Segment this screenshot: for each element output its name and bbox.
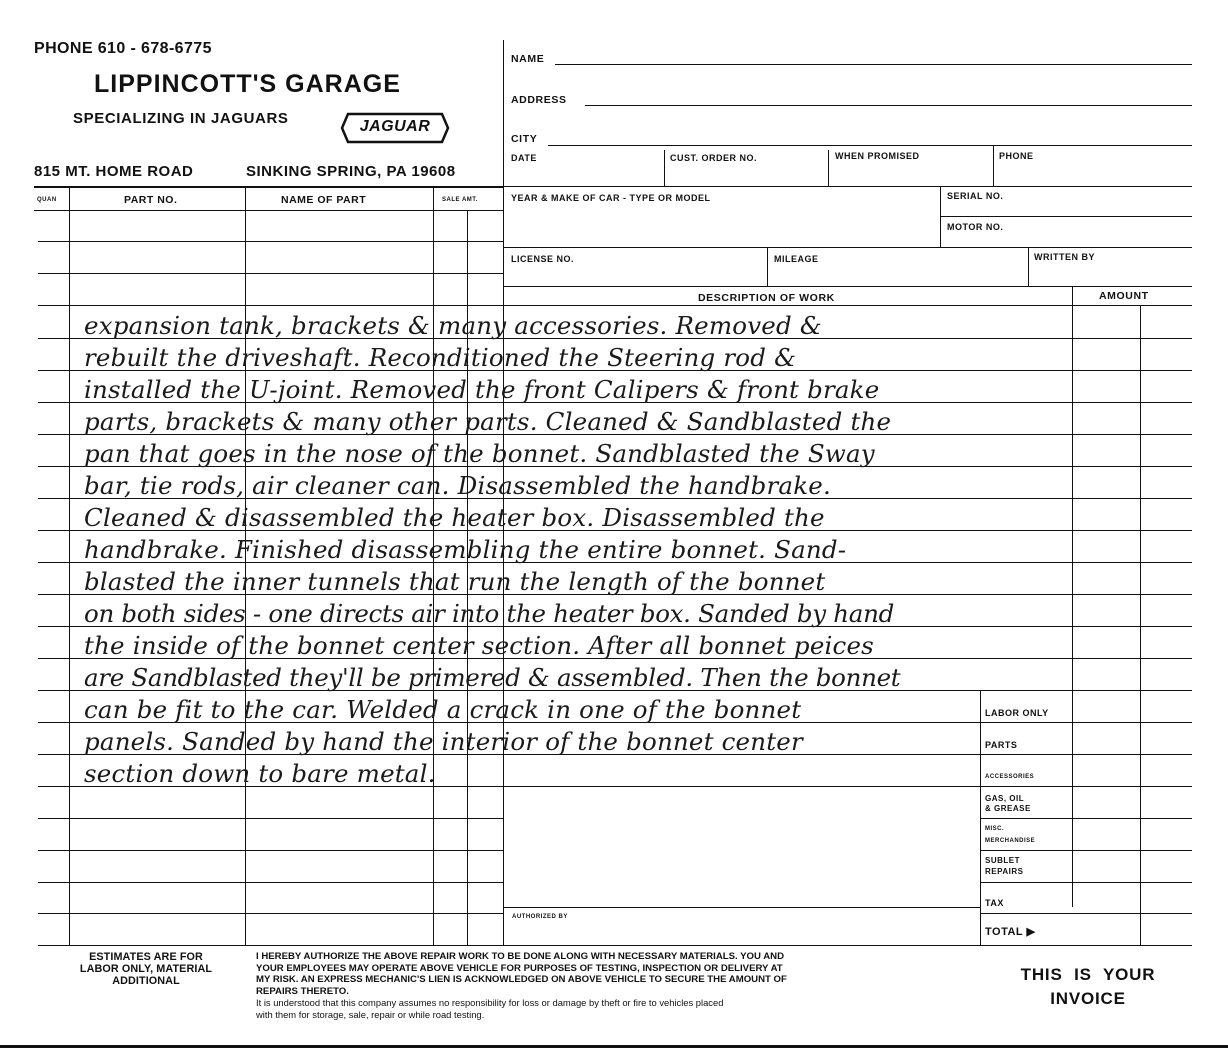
liability-line: It is understood that this company assumes no responsibility for loss or damage by theft or fire to vehicles placed — [256, 997, 724, 1008]
license-no-label: LICENSE NO. — [511, 254, 575, 264]
address-label: ADDRESS — [511, 94, 567, 106]
handwritten-line: installed the U-joint. Removed the front Calipers & front brake — [84, 375, 880, 404]
misc-label: MISC. — [985, 826, 1005, 832]
invoice-line: INVOICE — [1050, 989, 1126, 1008]
grease-label: & GREASE — [985, 804, 1031, 813]
date-label: DATE — [511, 153, 537, 163]
specializing-text: SPECIALIZING IN JAGUARS — [73, 110, 289, 127]
handwritten-line: are Sandblasted they'll be primered & assembled. Then the bonnet — [84, 663, 901, 692]
estimates-notice — [40, 951, 252, 987]
city-label: CITY — [511, 133, 538, 145]
when-promised-label: WHEN PROMISED — [835, 151, 920, 161]
address-field[interactable] — [585, 105, 1192, 106]
liability-line: with them for storage, sale, repair or while road testing. — [256, 1008, 485, 1020]
cust-order-label: CUST. ORDER NO. — [670, 153, 758, 163]
name-field[interactable] — [555, 64, 1192, 65]
invoice-notice — [1000, 963, 1176, 1011]
handwritten-line: section down to bare metal. — [84, 759, 436, 788]
parts-label: PARTS — [985, 740, 1018, 750]
gas-oil-label: GAS, OIL — [985, 794, 1025, 803]
handwritten-line: handbrake. Finished disassembling the entire bonnet. Sand- — [84, 535, 847, 564]
accessories-label: ACCESSORIES — [985, 774, 1035, 780]
jaguar-logo-text: JAGUAR — [359, 118, 431, 135]
city-field[interactable] — [548, 145, 1192, 146]
handwritten-line: bar, tie rods, air cleaner can. Disassembled the handbrake. — [84, 471, 831, 500]
handwritten-line: can be fit to the car. Welded a crack in one of the bonnet — [84, 695, 802, 724]
part-no-header: PART NO. — [124, 194, 178, 206]
street-address: 815 MT. HOME ROAD — [34, 163, 194, 180]
name-label: NAME — [511, 53, 545, 65]
motor-no-label: MOTOR NO. — [947, 222, 1004, 232]
handwritten-line: on both sides - one directs air into the heater box. Sanded by hand — [84, 599, 894, 628]
authorization-line: I HEREBY AUTHORIZE THE ABOVE REPAIR WORK TO BE DONE ALONG WITH NECESSARY MATERIALS. YOU AND — [256, 951, 785, 962]
amount-column-left — [1072, 287, 1073, 907]
amount-header: AMOUNT — [1099, 290, 1149, 302]
sublet-label: SUBLET — [985, 856, 1020, 865]
year-make-label: YEAR & MAKE OF CAR - TYPE OR MODEL — [511, 193, 711, 203]
handwritten-line: the inside of the bonnet center section. After all bonnet peices — [84, 631, 874, 660]
serial-no-label: SERIAL NO. — [947, 191, 1004, 201]
quan-header: QUAN — [37, 197, 57, 203]
written-by-label: WRITTEN BY — [1034, 252, 1095, 262]
name-column-line — [433, 187, 434, 945]
merchandise-label: MERCHANDISE — [985, 838, 1036, 844]
handwritten-line: parts, brackets & many other parts. Cleaned & Sandblasted the — [84, 407, 892, 436]
repairs-label: REPAIRS — [985, 867, 1024, 876]
authorization-line: YOUR EMPLOYEES MAY OPERATE ABOVE VEHICLE FOR PURPOSES OF TESTING, INSPECTION OR DELIVERY AT — [256, 962, 783, 974]
handwritten-line: expansion tank, brackets & many accessories. Removed & — [84, 311, 822, 340]
labor-only-label: LABOR ONLY — [985, 708, 1049, 718]
phone-number: PHONE 610 - 678-6775 — [34, 40, 212, 57]
handwritten-line: pan that goes in the nose of the bonnet. Sandblasted the Sway — [84, 439, 875, 468]
name-of-part-header: NAME OF PART — [281, 194, 367, 206]
garage-name: LIPPINCOTT'S GARAGE — [94, 70, 401, 98]
jaguar-logo — [340, 110, 450, 146]
part-no-column-line — [245, 187, 246, 945]
estimates-line: ADDITIONAL — [112, 975, 180, 987]
estimates-line: LABOR ONLY, MATERIAL — [79, 963, 213, 975]
city-state-zip: SINKING SPRING, PA 19608 — [246, 163, 456, 180]
totals-label-column — [980, 690, 981, 946]
authorization-line: REPAIRS THERETO. — [256, 985, 349, 997]
quan-column-line — [69, 187, 70, 945]
authorization-text — [256, 951, 976, 1020]
estimates-line: ESTIMATES ARE FOR — [89, 951, 203, 963]
handwritten-line: Cleaned & disassembled the heater box. Disassembled the — [84, 503, 825, 532]
authorized-by-label: AUTHORIZED BY — [512, 914, 568, 920]
sale-amt-header: SALE AMT. — [442, 197, 478, 203]
handwritten-line: rebuilt the driveshaft. Reconditioned the Steering rod & — [84, 343, 797, 372]
mileage-label: MILEAGE — [774, 254, 819, 264]
handwritten-line: blasted the inner tunnels that run the length of the bonnet — [84, 567, 826, 596]
page-bottom-edge — [0, 1045, 1228, 1048]
authorization-line: MY RISK. AN EXPRESS MECHANIC'S LIEN IS ACKNOWLEDGED ON ABOVE VEHICLE TO SECURE THE AMOUNT OF — [256, 974, 787, 985]
tax-label: TAX — [985, 898, 1004, 908]
total-label: TOTAL ▶ — [985, 926, 1036, 938]
invoice-line: THIS IS YOUR — [1020, 965, 1156, 984]
handwritten-line: panels. Sanded by hand the interior of the bonnet center — [84, 727, 803, 756]
description-of-work-header: DESCRIPTION OF WORK — [698, 292, 835, 304]
phone-field-label: PHONE — [999, 151, 1034, 161]
